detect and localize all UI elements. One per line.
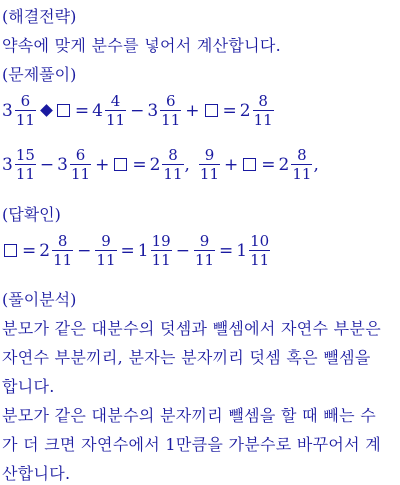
- analysis-line: 분모가 같은 대분수의 분자끼리 뺄셈을 할 때 빼는 수: [2, 406, 376, 425]
- denominator: 11: [250, 251, 270, 269]
- minus-sign: −: [175, 240, 190, 261]
- analysis-line: 합니다.: [2, 377, 55, 396]
- mixed-whole: 3: [57, 154, 68, 175]
- fraction: [52, 233, 73, 268]
- plus-sign: +: [224, 154, 239, 175]
- equation-3: [2, 233, 271, 268]
- minus-sign: −: [130, 100, 145, 121]
- numerator: 8: [297, 146, 307, 164]
- fraction: [199, 147, 220, 182]
- analysis-line: 산합니다.: [2, 464, 71, 483]
- fraction: [105, 93, 126, 128]
- numerator: 9: [204, 146, 215, 164]
- denominator: 11: [163, 165, 183, 183]
- numerator: 4: [110, 92, 121, 110]
- equals-sign: =: [120, 240, 135, 261]
- equals-sign: =: [132, 154, 147, 175]
- plus-sign: +: [185, 100, 200, 121]
- fraction: [194, 233, 215, 268]
- fraction: [249, 233, 270, 268]
- denominator: 11: [53, 251, 73, 269]
- fraction: [151, 233, 172, 268]
- analysis-line: 자연수 부분끼리, 분자는 분자끼리 덧셈 혹은 뺄셈을: [2, 348, 371, 367]
- fraction: [253, 93, 274, 128]
- mixed-whole: 2: [239, 100, 251, 121]
- mixed-whole: 3: [147, 100, 159, 121]
- analysis-line: 분모가 같은 대분수의 덧셈과 뺄셈에서 자연수 부분은: [2, 319, 381, 338]
- fraction: [15, 147, 36, 182]
- mixed-whole: 3: [2, 154, 13, 175]
- numerator: 8: [258, 92, 268, 110]
- denominator: 11: [71, 165, 91, 183]
- fraction: [291, 147, 312, 182]
- denominator: 11: [199, 165, 220, 183]
- denominator: 11: [151, 251, 171, 269]
- equals-sign: =: [222, 100, 237, 121]
- equation-1: [2, 93, 275, 128]
- equals-sign: =: [22, 240, 37, 261]
- fraction: [160, 93, 181, 128]
- solution-heading: (문제풀이): [2, 65, 77, 84]
- numerator: 6: [20, 92, 31, 110]
- numerator: 6: [75, 146, 86, 164]
- denominator: 11: [253, 111, 273, 129]
- blank-box-icon: [205, 104, 218, 117]
- denominator: 11: [96, 251, 116, 269]
- minus-sign: −: [39, 154, 55, 175]
- numerator: 19: [151, 232, 171, 250]
- fraction: [95, 233, 116, 268]
- mixed-whole: 1: [236, 240, 248, 261]
- mixed-whole: 3: [2, 100, 13, 121]
- denominator: 11: [15, 165, 35, 183]
- analysis-line: 가 더 크면 자연수에서 1만큼을 가분수로 바꾸어서 계: [2, 435, 382, 454]
- numerator: 10: [250, 232, 270, 250]
- comma: ,: [184, 154, 190, 175]
- blank-box-icon: [114, 158, 127, 171]
- check-heading: (답확인): [2, 205, 61, 224]
- denominator: 11: [194, 251, 215, 269]
- minus-sign: −: [77, 240, 92, 261]
- blank-box-icon: [243, 158, 256, 171]
- analysis-heading: (풀이분석): [2, 290, 77, 309]
- blank-box-icon: [57, 104, 70, 117]
- fraction: [15, 93, 36, 128]
- denominator: 11: [106, 111, 126, 129]
- fraction: [162, 147, 183, 182]
- equals-sign: =: [219, 240, 234, 261]
- numerator: 8: [168, 146, 178, 164]
- equals-sign: =: [74, 100, 90, 121]
- numerator: 15: [15, 146, 35, 164]
- numerator: 9: [199, 232, 210, 250]
- fraction: [70, 147, 91, 182]
- comma: ,: [313, 154, 319, 175]
- mixed-whole: 4: [92, 100, 103, 121]
- plus-sign: +: [95, 154, 110, 175]
- equation-2: [2, 147, 319, 182]
- strategy-heading: (해결전략): [2, 7, 77, 26]
- denominator: 11: [292, 165, 312, 183]
- blank-box-icon: [4, 244, 17, 257]
- denominator: 11: [161, 111, 181, 129]
- denominator: 11: [15, 111, 35, 129]
- mixed-whole: 2: [278, 154, 290, 175]
- equals-sign: =: [261, 154, 276, 175]
- diamond-operator-icon: [40, 104, 53, 117]
- numerator: 8: [57, 232, 68, 250]
- numerator: 9: [101, 232, 111, 250]
- strategy-text: 약속에 맞게 분수를 넣어서 계산합니다.: [2, 36, 282, 55]
- mixed-whole: 2: [149, 154, 161, 175]
- mixed-whole: 1: [137, 240, 149, 261]
- mixed-whole: 2: [39, 240, 51, 261]
- numerator: 6: [165, 92, 176, 110]
